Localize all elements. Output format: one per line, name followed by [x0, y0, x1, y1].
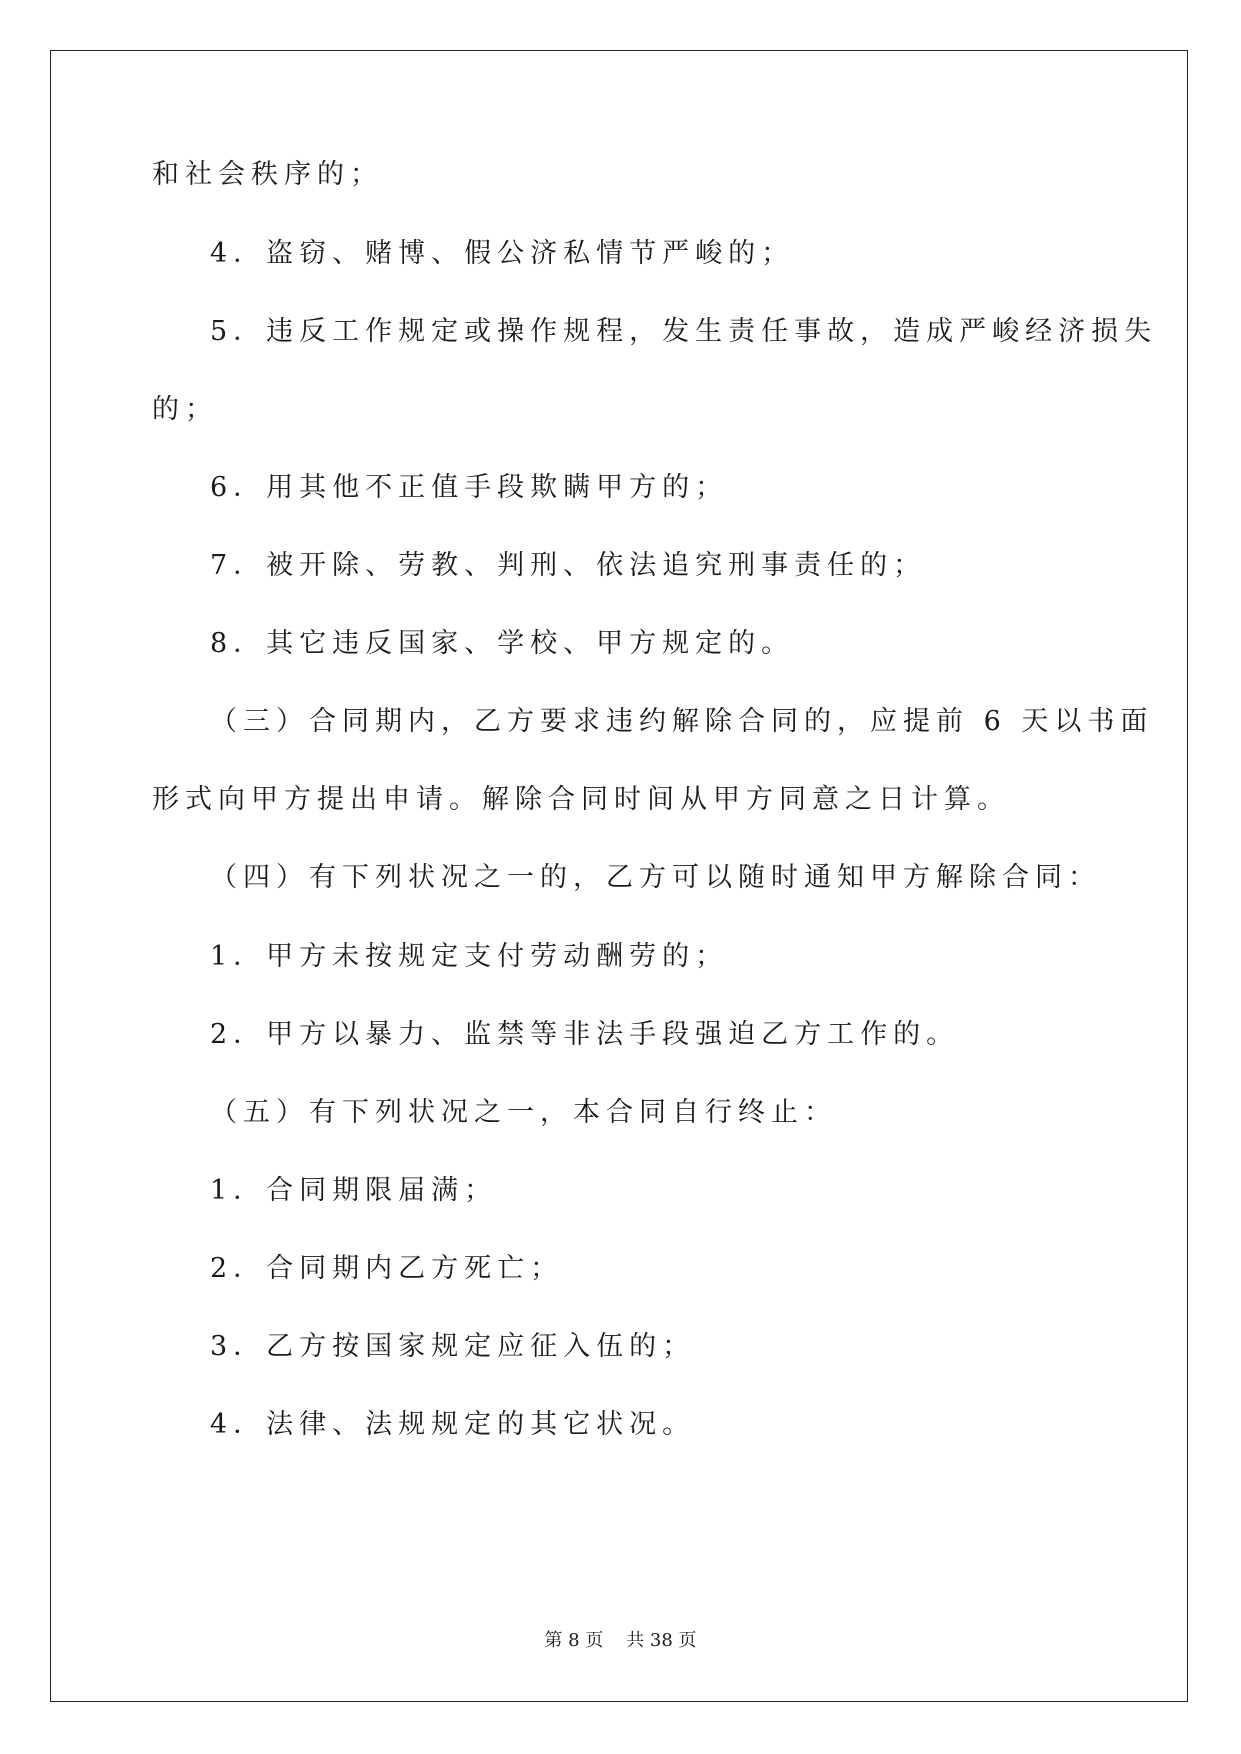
text-line: 1．合同期限届满； — [210, 1175, 498, 1206]
text-line: 2．甲方以暴力、监禁等非法手段强迫乙方工作的。 — [210, 1019, 960, 1050]
text-line: （三）合同期内，乙方要求违约解除合同的，应提前 6 天以书面 — [210, 706, 1154, 737]
text-line: 1．甲方未按规定支付劳动酬劳的； — [210, 941, 729, 972]
text-line: 形式向甲方提出申请。解除合同时间从甲方同意之日计算。 — [152, 784, 1010, 815]
text-line: 6．用其他不正值手段欺瞒甲方的； — [210, 472, 729, 503]
text-line: 8．其它违反国家、学校、甲方规定的。 — [210, 628, 795, 659]
text-line: 5．违反工作规定或操作规程，发生责任事故，造成严峻经济损失 — [210, 316, 1158, 347]
text-line: 的； — [152, 394, 218, 425]
page-footer: 第 8 页 共 38 页 — [544, 1630, 697, 1651]
text-line: （四）有下列状况之一的，乙方可以随时通知甲方解除合同： — [210, 862, 1101, 893]
text-line: 和社会秩序的； — [152, 159, 383, 190]
text-line: 4．盗窃、赌博、假公济私情节严峻的； — [210, 238, 795, 269]
text-line: 2．合同期内乙方死亡； — [210, 1253, 564, 1284]
text-line: 4．法律、法规规定的其它状况。 — [210, 1409, 696, 1440]
text-line: （五）有下列状况之一，本合同自行终止： — [210, 1097, 837, 1128]
text-line: 7．被开除、劳教、判刑、依法追究刑事责任的； — [210, 550, 927, 581]
text-line: 3．乙方按国家规定应征入伍的； — [210, 1331, 696, 1362]
